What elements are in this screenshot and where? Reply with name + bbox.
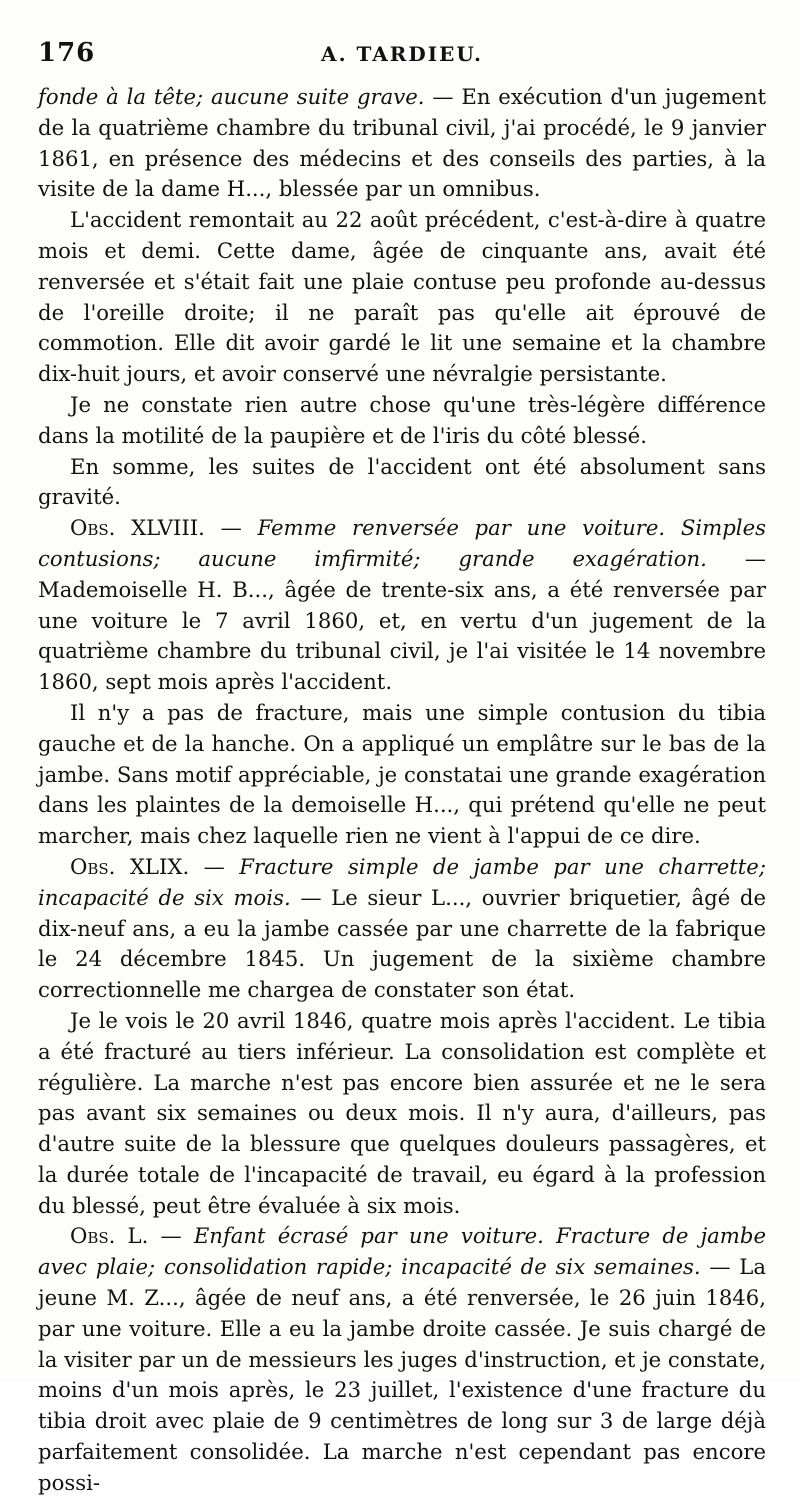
paragraph-text: — La jeune M. Z..., âgée de neuf ans, a été renversée, le 26 juin 1846, par une voiture. Elle a eu la jambe droite cassée. Je suis chargé de la visiter par un de messieurs les juges d'instruction, et je constate, moins d'un mois après, le 23 juillet, l'existence d'une fracture du tibia droit avec plaie de 9 centimètres de long sur 3 de large déjà parfaitement consolidée. La marche n'est cependant pas encore possi- [38, 1254, 767, 1495]
paragraph: Je ne constate rien autre chose qu'une très-légère différence dans la motilité de la paupière et de l'iris du côté blessé. [38, 391, 766, 448]
paragraph-text: — En exécution d'un jugement de la quatrième chambre du tribunal civil, j'ai procédé, le 9 janvier 1861, en présence des médecins et des conseils des parties, à la visite de la dame H..., blessée par un omnibus. [38, 84, 766, 202]
paragraph: L'accident remontait au 22 août précédent, c'est-à-dire à quatre mois et demi. Cette dame, âgée de cinquante ans, avait été renversée et s'était fait une plaie contuse peu profonde au-dessus de l'oreille droite; il ne paraît pas qu'elle ait éprouvé de commotion. Elle dit avoir gardé le lit une semaine et la chambre dix-huit jours, et avoir conservé une névralgie persistante. [38, 207, 766, 387]
observation-paragraph [38, 1221, 766, 1498]
paragraph: Je le vois le 20 avril 1846, quatre mois après l'accident. Le tibia a été fracturé au tiers inférieur. La consolidation est complète et régulière. La marche n'est pas encore bien assurée et ne le sera pas avant six semaines ou deux mois. Il n'y aura, d'ailleurs, pas d'autre suite de la blessure que quelques douleurs passagères, et la durée totale de l'incapacité de travail, eu égard à la profession du blessé, peut être évaluée à six mois. [38, 1007, 766, 1218]
paragraph: En somme, les suites de l'accident ont été absolument sans gravité. [38, 453, 766, 510]
running-head [38, 38, 766, 72]
observation-label: Obs. L. [70, 1223, 149, 1249]
observation-dash: — [148, 1223, 194, 1249]
observation-title: Femme renversée par une voiture. Simples contusions; aucune imfirmité; grande exagération. [38, 515, 766, 571]
paragraph: Il n'y a pas de fracture, mais une simple contusion du tibia gauche et de la hanche. On a appliqué un emplâtre sur le bas de la jambe. Sans motif appréciable, je constatai une grande exagération dans les plaintes de la demoiselle H..., qui prétend qu'elle ne peut marcher, mais chez laquelle rien ne vient à l'appui de ce dire. [38, 699, 766, 849]
observation-label: Obs. XLVIII. [70, 515, 205, 541]
paragraph-text: — Le sieur L..., ouvrier briquetier, âgé de dix-neuf ans, a eu la jambe cassée par une charrette de la fabrique le 24 décembre 1845. Un jugement de la sixième chambre correctionnelle me chargea de constater son état. [38, 884, 766, 1003]
case-heading-italic: fonde à la tête; aucune suite grave. [38, 84, 425, 109]
observation-paragraph [38, 852, 766, 1006]
body-text [38, 82, 766, 1499]
page-number: 176 [38, 38, 96, 68]
paragraph-text: — Mademoiselle H. B..., âgée de trente-six ans, a été renversée par une voiture le 7 avril 1860, et, en vertu d'un jugement de la quatrième chambre du tribunal civil, je l'ai visitée le 14 novembre 1860, sept mois après l'accident. [38, 545, 766, 695]
observation-dash: — [189, 853, 240, 879]
observation-dash: — [204, 515, 258, 541]
observation-title: Enfant écrasé par une voiture. Fracture de jambe avec plaie; consolidation rapide; incapacité de six semaines. [38, 1223, 766, 1280]
running-title: A. TARDIEU. [321, 42, 483, 66]
observation-label: Obs. XLIX. [70, 853, 190, 879]
observation-title: Fracture simple de jambe par une charrette; incapacité de six mois. [38, 853, 766, 910]
paragraph-continuation [38, 82, 766, 205]
observation-paragraph [38, 513, 766, 698]
